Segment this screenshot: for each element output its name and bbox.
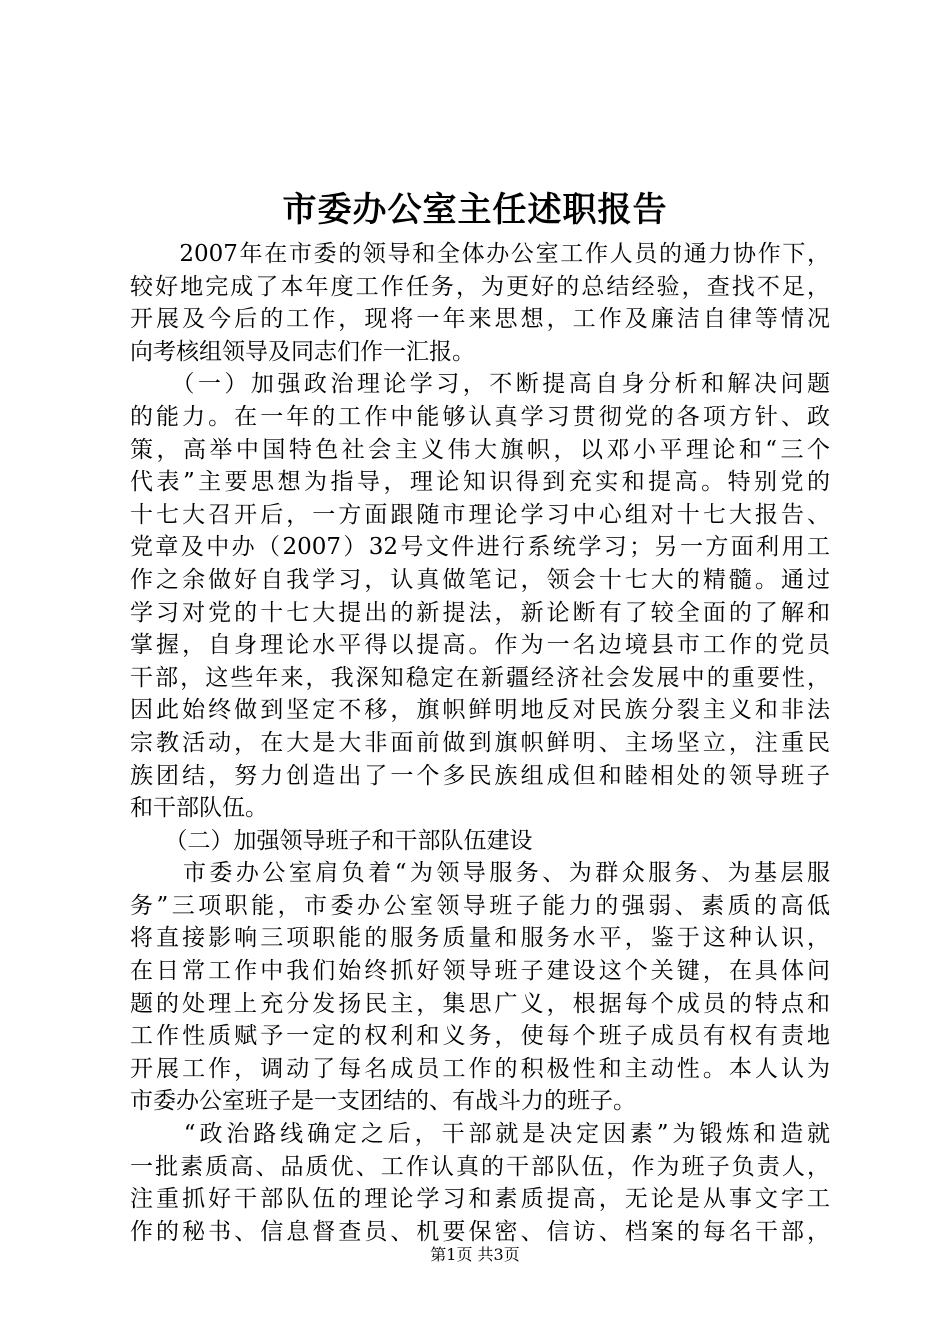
text-line: 在日常工作中我们始终抓好领导班子建设这个关键，在具体问 <box>130 958 830 985</box>
text-line: 务”三项职能，市委办公室领导班子能力的强弱、素质的高低 <box>130 892 830 919</box>
text-line: （一）加强政治理论学习，不断提高自身分析和解决问题 <box>130 371 830 398</box>
text-line: 掌握，自身理论水平得以提高。作为一名边境县市工作的党员 <box>130 632 830 659</box>
text-line: 注重抓好干部队伍的理论学习和素质提高，无论是从事文字工 <box>130 1186 830 1213</box>
document-title: 市委办公室主任述职报告 <box>282 190 668 230</box>
text-line: 一批素质高、品质优、工作认真的干部队伍，作为班子负责人， <box>130 1153 830 1180</box>
text-line: 代表”主要思想为指导，理论知识得到充实和提高。特别党的 <box>130 469 830 496</box>
text-line: 和干部队伍。 <box>130 795 268 822</box>
text-line: 因此始终做到坚定不移，旗帜鲜明地反对民族分裂主义和非法 <box>130 697 830 724</box>
text-line: 十七大召开后，一方面跟随市理论学习中心组对十七大报告、 <box>130 501 830 528</box>
text-line: 策，高举中国特色社会主义伟大旗帜，以邓小平理论和“三个 <box>130 436 830 463</box>
text-line: 市委办公室班子是一支团结的、有战斗力的班子。 <box>130 1088 636 1115</box>
text-line: 党章及中办（2007）32号文件进行系统学习；另一方面利用工 <box>130 534 830 561</box>
text-line: 干部，这些年来，我深知稳定在新疆经济社会发展中的重要性， <box>130 664 830 691</box>
text-line: 较好地完成了本年度工作任务，为更好的总结经验，查找不足， <box>130 273 830 300</box>
text-line: 的能力。在一年的工作中能够认真学习贯彻党的各项方针、政 <box>130 403 830 430</box>
text-line: 作的秘书、信息督查员、机要保密、信访、档案的每名干部， <box>130 1218 830 1245</box>
text-line: 市委办公室肩负着“为领导服务、为群众服务、为基层服 <box>130 860 830 887</box>
text-line: 将直接影响三项职能的服务质量和服务水平，鉴于这种认识， <box>130 925 830 952</box>
text-line: 作之余做好自我学习，认真做笔记，领会十七大的精髓。通过 <box>130 566 830 593</box>
text-line: 宗教活动，在大是大非面前做到旗帜鲜明、主场坚立，注重民 <box>130 729 830 756</box>
text-line: 学习对党的十七大提出的新提法，新论断有了较全面的了解和 <box>130 599 830 626</box>
text-line: 开展及今后的工作，现将一年来思想，工作及廉洁自律等情况 <box>130 306 830 333</box>
text-line: 向考核组领导及同志们作一汇报。 <box>130 338 475 365</box>
page-footer: 第1页 共3页 <box>430 1245 520 1264</box>
text-line: “政治路线确定之后，干部就是决定因素”为锻炼和造就 <box>130 1121 830 1148</box>
text-line: （二）加强领导班子和干部队伍建设 <box>130 827 533 854</box>
text-line: 开展工作，调动了每名成员工作的积极性和主动性。本人认为 <box>130 1055 830 1082</box>
text-line: 2007年在市委的领导和全体办公室工作人员的通力协作下， <box>130 241 830 267</box>
text-line: 工作性质赋予一定的权利和义务，使每个班子成员有权有责地 <box>130 1023 830 1050</box>
text-line: 题的处理上充分发扬民主，集思广义，根据每个成员的特点和 <box>130 990 830 1017</box>
document-body <box>130 238 830 1248</box>
text-line: 族团结，努力创造出了一个多民族组成但和睦相处的领导班子 <box>130 762 830 789</box>
